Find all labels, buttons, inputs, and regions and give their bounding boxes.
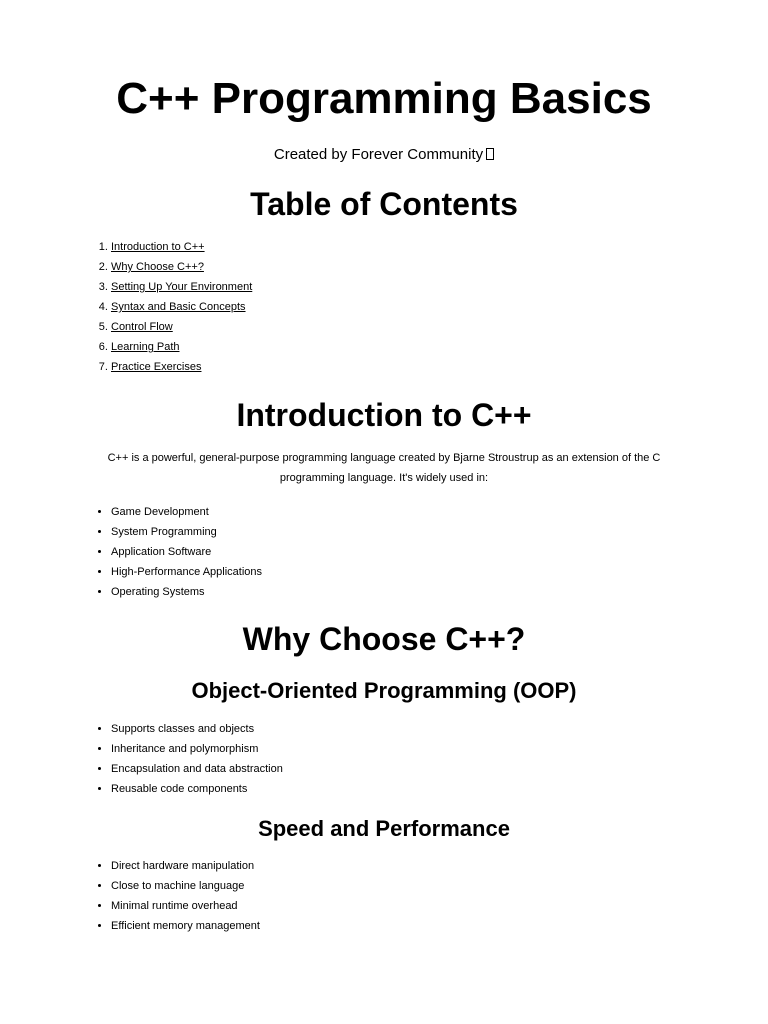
toc-item — [111, 337, 252, 357]
list-item: • Game Development — [111, 502, 262, 522]
subtitle-text: Created by Forever Community — [273, 146, 484, 163]
toc-link-why-choose[interactable]: Why Choose C++? — [111, 261, 204, 273]
list-item: • Efficient memory management — [111, 916, 260, 936]
list-item: • Reusable code components — [111, 779, 283, 799]
toc-link-learning-path[interactable]: Learning Path — [111, 341, 180, 353]
page-subtitle — [0, 145, 768, 165]
intro-heading: Introduction to C++ — [236, 397, 532, 433]
list-item: • System Programming — [111, 522, 262, 542]
list-item: • Inheritance and polymorphism — [111, 739, 283, 759]
intro-paragraph: C++ is a powerful, general-purpose programming language created by Bjarne Stroustrup as an extension of the C programming language. It's widely used in: — [107, 452, 661, 484]
oop-heading: Object-Oriented Programming (OOP) — [191, 678, 577, 703]
toc-link-control-flow[interactable]: Control Flow — [111, 321, 173, 333]
toc-link-syntax[interactable]: Syntax and Basic Concepts — [111, 301, 246, 313]
list-item: • Application Software — [111, 542, 262, 562]
toc-item — [111, 297, 252, 317]
list-item: • Close to machine language — [111, 876, 260, 896]
toc-link-practice[interactable]: Practice Exercises — [111, 361, 202, 373]
missing-glyph-icon — [486, 148, 494, 160]
list-item: • Minimal runtime overhead — [111, 896, 260, 916]
toc-link-introduction[interactable]: Introduction to C++ — [111, 241, 205, 253]
speed-list — [111, 856, 260, 936]
uses-list — [111, 502, 262, 602]
why-heading: Why Choose C++? — [242, 621, 526, 657]
toc-link-setup[interactable]: Setting Up Your Environment — [111, 281, 253, 293]
toc-item — [111, 257, 252, 277]
page-title: C++ Programming Basics — [116, 74, 652, 123]
list-item: • High-Performance Applications — [111, 562, 262, 582]
speed-heading: Speed and Performance — [258, 816, 510, 841]
toc-item — [111, 237, 252, 257]
toc-list — [111, 237, 252, 377]
toc-item — [111, 317, 252, 337]
toc-item — [111, 277, 252, 297]
toc-heading: Table of Contents — [250, 186, 518, 222]
list-item: • Supports classes and objects — [111, 719, 283, 739]
list-item: • Direct hardware manipulation — [111, 856, 260, 876]
list-item: • Operating Systems — [111, 582, 262, 602]
oop-list — [111, 719, 283, 799]
list-item: • Encapsulation and data abstraction — [111, 759, 283, 779]
toc-item — [111, 357, 252, 377]
